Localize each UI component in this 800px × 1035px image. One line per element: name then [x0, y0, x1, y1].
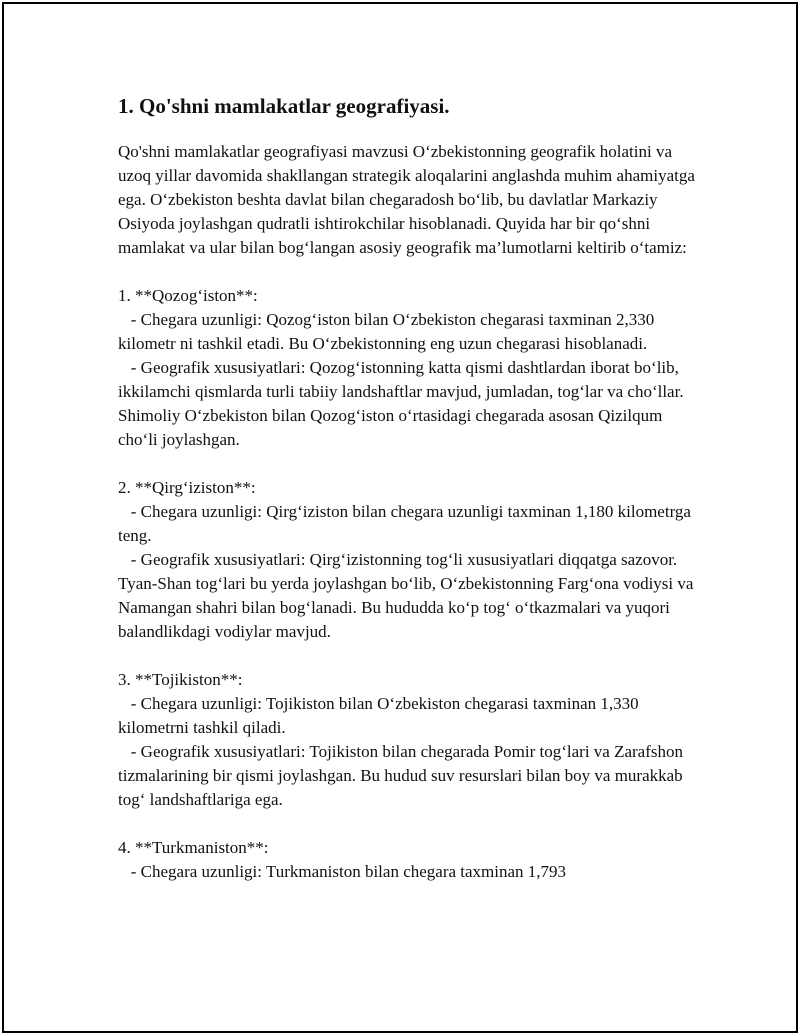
section-tajikistan: [118, 668, 698, 812]
section-line: - Chegara uzunligi: Tojikiston bilan O‘zbekiston chegarasi taxminan 1,330 kilometrni tashkil qiladi.: [118, 694, 643, 737]
section-line: - Chegara uzunligi: Qirg‘iziston bilan chegara uzunligi taxminan 1,180 kilometrga teng.: [118, 502, 696, 545]
section-line: - Geografik xususiyatlari: Qirg‘izistonning tog‘li xususiyatlari diqqatga sazovor. Tyan-Shan tog‘lari bu yerda joylashgan bo‘lib, O‘zbekistonning Farg‘ona vodiysi va Namangan shahri bilan bog‘lanadi. Bu hududda ko‘p tog‘ o‘tkazmalari va yuqori balandlikdagi vodiylar mavjud.: [118, 550, 698, 641]
intro-paragraph: Qo'shni mamlakatlar geografiyasi mavzusi O‘zbekistonning geografik holatini va uzoq yillar davomida shakllangan strategik aloqalarini anglashda muhim ahamiyatga ega. O‘zbekiston beshta davlat bilan chegaradosh bo‘lib, bu davlatlar Markaziy Osiyoda joylashgan qudratli ishtirokchilar hisoblanadi. Quyida har bir qo‘shni mamlakat va ular bilan bog‘langan asosiy geografik ma’lumotlarni keltirib o‘tamiz:: [118, 142, 695, 257]
section-line: - Chegara uzunligi: Qozog‘iston bilan O‘zbekiston chegarasi taxminan 2,330 kilometr ni tashkil etadi. Bu O‘zbekistonning eng uzun chegarasi hisoblanadi.: [118, 310, 659, 353]
section-turkmenistan: [118, 836, 698, 884]
section-line: - Geografik xususiyatlari: Qozog‘istonning katta qismi dashtlardan iborat bo‘lib, ikkilamchi qismlarda turli tabiiy landshaftlar mavjud, jumladan, tog‘lar va cho‘llar. Shimoliy O‘zbekiston bilan Qozog‘iston o‘rtasidagi chegarada asosan Qizilqum cho‘li joylashgan.: [118, 358, 688, 449]
section-heading: 4. **Turkmaniston**:: [118, 838, 269, 857]
section-kazakhstan: [118, 284, 698, 452]
section-line: - Geografik xususiyatlari: Tojikiston bilan chegarada Pomir tog‘lari va Zarafshon tizmalarining bir qismi joylashgan. Bu hudud suv resurslari bilan boy va murakkab tog‘ landshaftlariga ega.: [118, 742, 688, 809]
document-title: 1. Qo'shni mamlakatlar geografiyasi.: [118, 94, 450, 118]
section-heading: 1. **Qozog‘iston**:: [118, 286, 258, 305]
section-kyrgyzstan: [118, 476, 698, 644]
section-heading: 3. **Tojikiston**:: [118, 670, 243, 689]
section-heading: 2. **Qirg‘iziston**:: [118, 478, 256, 497]
document-body: [118, 92, 698, 884]
section-line: - Chegara uzunligi: Turkmaniston bilan chegara taxminan 1,793: [118, 862, 567, 881]
